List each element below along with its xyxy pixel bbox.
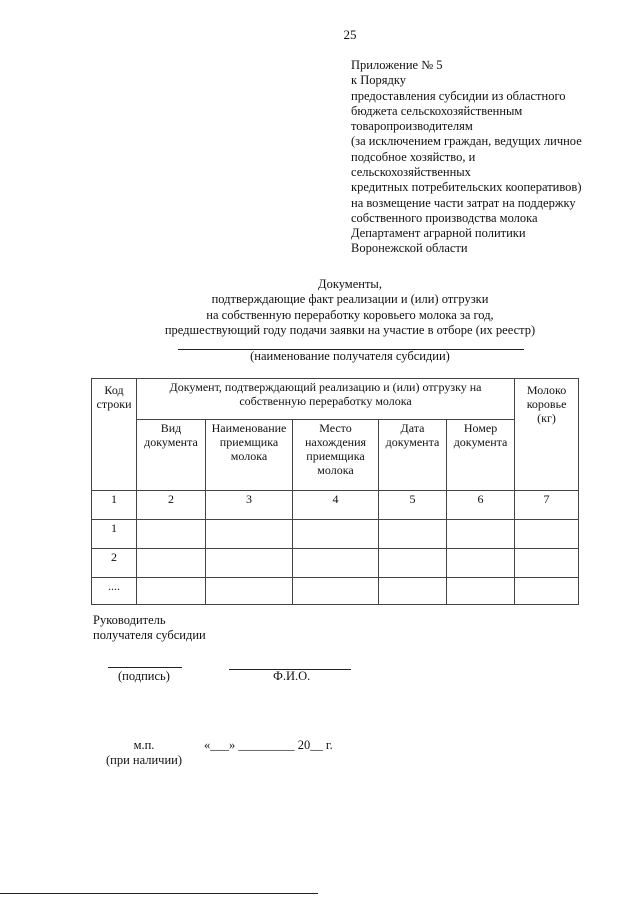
table-cell[interactable] <box>293 549 379 578</box>
column-number: 3 <box>206 491 293 520</box>
table-subheader-row <box>92 420 579 491</box>
column-number: 5 <box>379 491 447 520</box>
table-cell[interactable] <box>137 549 206 578</box>
annex-line: товаропроизводителям <box>351 119 473 134</box>
header-doc-type: Вид документа <box>137 420 206 491</box>
column-number: 1 <box>92 491 137 520</box>
title-line: подтверждающие факт реализации и (или) отгрузки <box>211 292 489 307</box>
annex-line: бюджета сельскохозяйственным <box>351 103 523 118</box>
table-header-row <box>92 379 579 420</box>
signer-line: Руководитель <box>93 613 166 627</box>
table-cell[interactable] <box>137 578 206 605</box>
title-line: Документы, <box>318 277 382 291</box>
table-cell[interactable] <box>379 520 447 549</box>
department-line: Департамент аграрной политики <box>351 226 526 240</box>
page-divider <box>0 893 318 894</box>
column-number: 4 <box>293 491 379 520</box>
annex-line: сельскохозяйственных <box>351 165 471 180</box>
title-line: на собственную переработку коровьего молока за год, <box>206 307 494 322</box>
table-cell[interactable] <box>379 549 447 578</box>
signer-line: получателя субсидии <box>93 628 206 643</box>
row-code: .... <box>92 578 137 605</box>
signer-label <box>93 613 206 644</box>
stamp-line: м.п. <box>133 738 155 752</box>
table-cell[interactable] <box>293 578 379 605</box>
annex-line: предоставления субсидии из областного <box>351 88 566 103</box>
table-cell[interactable] <box>515 549 579 578</box>
title-line: предшествующий году подачи заявки на участие в отборе (их реестр) <box>164 322 536 337</box>
table-cell[interactable] <box>206 578 293 605</box>
header-receiver-name: Наименование приемщика молока <box>206 420 293 491</box>
column-number: 2 <box>137 491 206 520</box>
column-number: 7 <box>515 491 579 520</box>
page-number: 25 <box>343 27 357 42</box>
table-row <box>92 578 579 605</box>
document-title <box>0 277 640 338</box>
table-row <box>92 520 579 549</box>
table-cell[interactable] <box>206 520 293 549</box>
table-cell[interactable] <box>447 549 515 578</box>
row-code: 2 <box>92 549 137 578</box>
annex-line: на возмещение части затрат на поддержку <box>351 195 576 210</box>
column-number: 6 <box>447 491 515 520</box>
registry-table <box>91 378 579 605</box>
recipient-caption: (наименование получателя субсидии) <box>250 349 450 363</box>
signature-line[interactable] <box>108 667 182 668</box>
header-document-group: Документ, подтверждающий реализацию и (или) отгрузку на собственную переработку молока <box>137 379 515 420</box>
date-field[interactable]: «___» _________ 20__ г. <box>204 738 333 752</box>
table-cell[interactable] <box>379 578 447 605</box>
department <box>351 226 526 257</box>
row-code: 1 <box>92 520 137 549</box>
table-row <box>92 549 579 578</box>
annex-line: Приложение № 5 <box>351 58 443 72</box>
table-cell[interactable] <box>293 520 379 549</box>
header-code: Код строки <box>92 379 137 491</box>
annex-heading <box>351 58 611 226</box>
header-doc-number: Номер документа <box>447 420 515 491</box>
department-line: Воронежской области <box>351 241 468 256</box>
signature-caption: (подпись) <box>118 669 170 683</box>
table-cell[interactable] <box>447 520 515 549</box>
table-cell[interactable] <box>515 578 579 605</box>
header-milk: Молоко коровье (кг) <box>515 379 579 491</box>
annex-line: собственного производства молока <box>351 210 538 225</box>
annex-line: (за исключением граждан, ведущих личное <box>351 134 582 149</box>
column-numbers-row <box>92 491 579 520</box>
table-cell[interactable] <box>515 520 579 549</box>
stamp-line: (при наличии) <box>105 753 183 768</box>
full-name-caption: Ф.И.О. <box>273 669 311 683</box>
annex-line: кредитных потребительских кооперативов) <box>351 180 582 195</box>
annex-line: подсобное хозяйство, и <box>351 149 476 164</box>
header-receiver-location: Место нахождения приемщика молока <box>293 420 379 491</box>
stamp-place <box>102 738 186 769</box>
table-cell[interactable] <box>137 520 206 549</box>
header-doc-date: Дата документа <box>379 420 447 491</box>
table-cell[interactable] <box>206 549 293 578</box>
annex-line: к Порядку <box>351 73 406 88</box>
table-cell[interactable] <box>447 578 515 605</box>
